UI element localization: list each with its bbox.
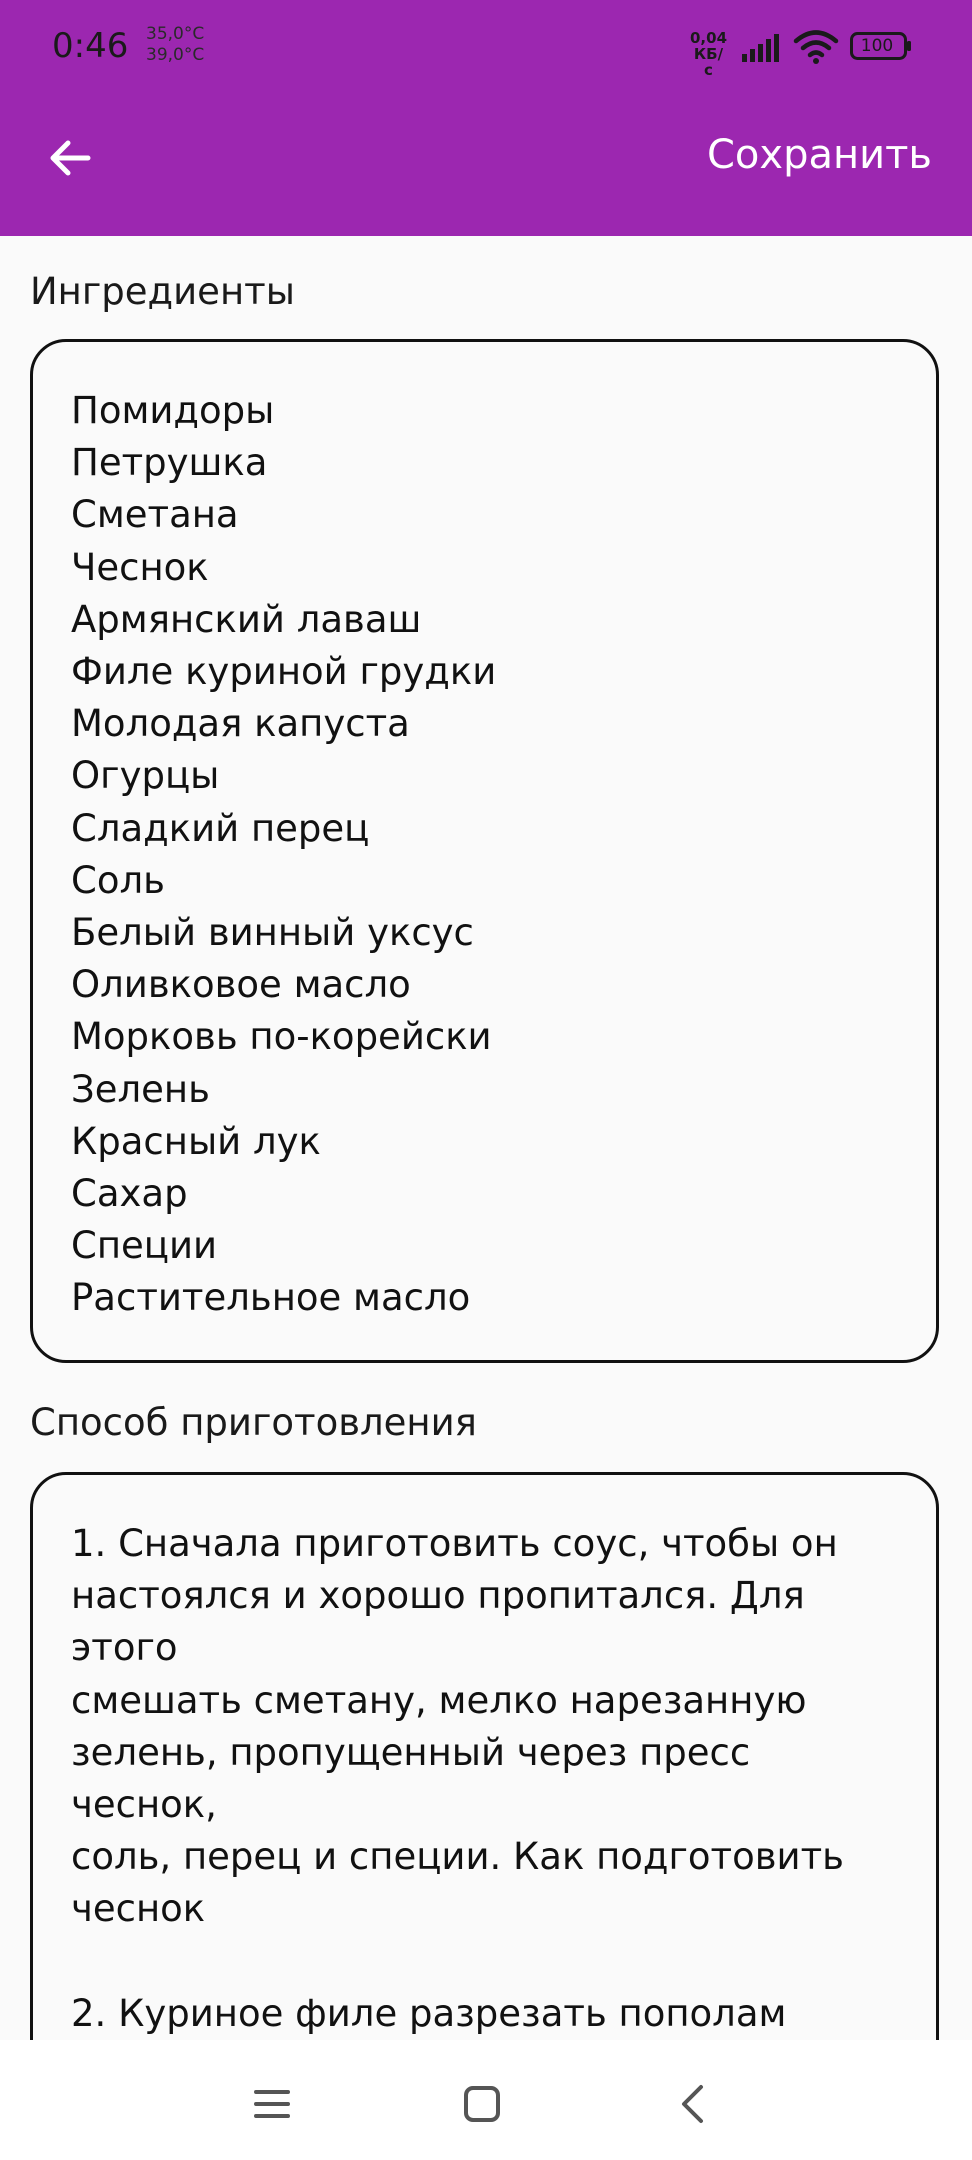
save-button[interactable]: Сохранить (707, 132, 932, 178)
system-nav-bar (0, 2040, 972, 2160)
arrow-left-icon (48, 138, 92, 178)
battery-level: 100 (860, 36, 894, 56)
back-button[interactable] (34, 122, 106, 194)
status-time: 0:46 (52, 26, 129, 66)
home-button[interactable] (452, 2074, 512, 2134)
status-temp-2: 39,0°C (146, 45, 205, 65)
signal-icon (742, 34, 784, 62)
back-chevron-icon (679, 2084, 705, 2124)
recent-apps-button[interactable] (242, 2074, 302, 2134)
method-label: Способ приготовления (30, 1401, 477, 1444)
home-square-icon (463, 2085, 501, 2123)
method-field[interactable] (30, 1472, 939, 2092)
network-speed (690, 30, 727, 78)
system-back-button[interactable] (662, 2074, 722, 2134)
network-speed-value: 0,04 (690, 29, 728, 47)
menu-icon (252, 2087, 292, 2121)
ingredients-label: Ингредиенты (30, 270, 295, 313)
status-temperatures (146, 24, 204, 66)
ingredients-field[interactable] (30, 339, 939, 1363)
status-temp-1: 35,0°C (146, 24, 205, 44)
ingredients-text[interactable]: Помидоры Петрушка Сметана Чеснок Армянский лаваш Филе куриной грудки Молодая капуста Огурцы Сладкий перец Соль Белый винный уксус Оливковое масло Морковь по-корейски Зелень Красный лук Сахар Специи Растительное масло (71, 389, 497, 1320)
network-speed-unit: КБ/с (693, 45, 724, 79)
wifi-icon (794, 30, 838, 64)
app-bar (0, 0, 972, 236)
method-text[interactable]: 1. Сначала приготовить соус, чтобы он настоялся и хорошо пропитался. Для этого смешать сметану, мелко нарезанную зелень, пропущенный через пресс чеснок, соль, перец и специи. Как подготовить чеснок 2. Куриное филе разрезать пополам (71, 1522, 844, 2035)
